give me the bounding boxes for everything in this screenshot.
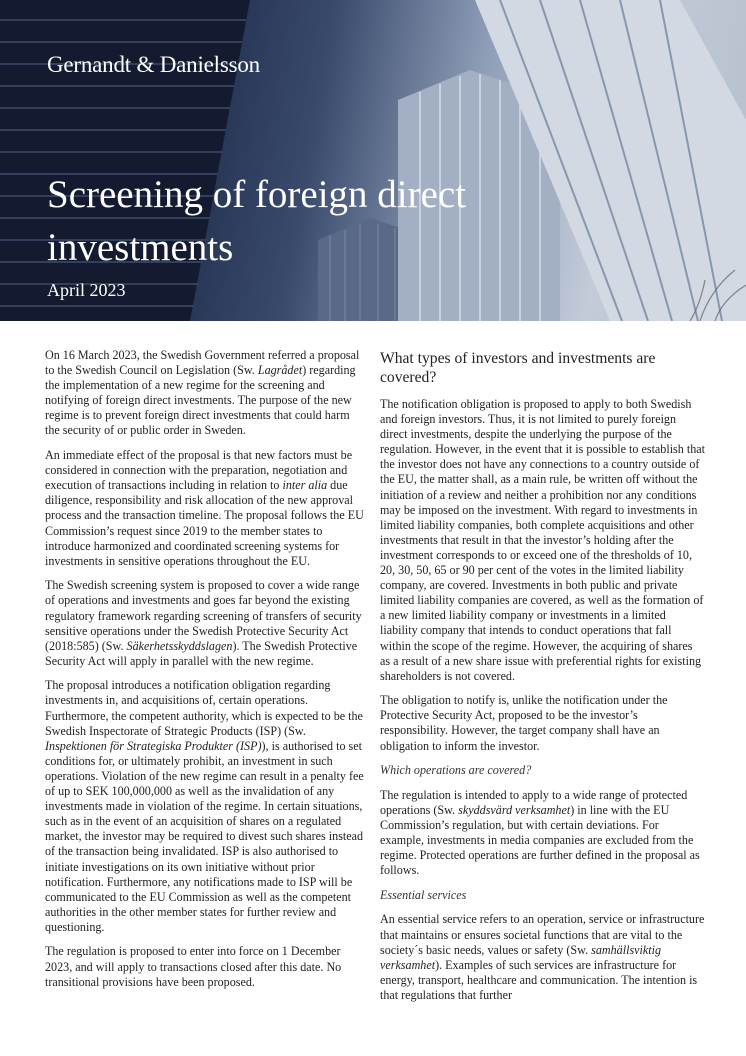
paragraph: The obligation to notify is, unlike the notification under the Protective Security Act, proposed to be the investor’s responsibility. However, the target company shall have an obligation to inform the investor. (380, 693, 668, 753)
subheading: Essential services (380, 887, 467, 902)
document-date: April 2023 (47, 280, 126, 300)
right-column (380, 350, 705, 1012)
paragraph: The regulation is intended to apply to a wide range of protected operations (Sw. skyddsvärd verksamhet) in line with the EU Commission’s regulation, but with certain deviations. For example, investments in media companies are excluded from the regime. Protected operations are further defined in the proposal as follows. (380, 787, 700, 878)
paragraph: An essential service refers to an operation, service or infrastructure that maintains or ensures societal functions that are vital to the society´s basic needs, values or safety (Sw. samhällsviktig verksamhet). Examples of such services are infrastructure for energy, transport, healthcare and communication. The intention is that regulations that further (380, 912, 705, 1002)
document-title: Screening of foreign direct investments (47, 173, 467, 269)
subheading: Which operations are covered? (380, 763, 532, 778)
paragraph: The proposal introduces a notification obligation regarding investments in, and acquisitions of, certain operations. Furthermore, the competent authority, which is expected to be the Swedish Inspectorate of Strategic Products (ISP) (Sw. Inspektionen för Strategiska Produkter (ISP)), is authorised to set conditions for, or ultimately prohibit, an investment in such operations. Violation of the new regime can result in a penalty fee of up to SEK 100,000,000 as well as the invalidation of any investments made in violation of the regime. In certain situations, such as in the event of an acquisition of shares on a regulated market, the investor may be required to divest such shares instead of the transaction being invalidated. ISP is also authorised to initiate investigations on its own initiative without prior notification. Furthermore, any notifications made to ISP will be communicated to the EU Commission as well as the competent authorities in the other member states for further review and questioning. (45, 678, 364, 934)
paragraph: On 16 March 2023, the Swedish Government referred a proposal to the Swedish Council on Legislation (Sw. Lagrådet) regarding the implementation of a new regime for the screening and notifying of foreign direct investments. The purpose of the new regime is to prevent foreign direct investments that could harm the security of or public order in Sweden. (45, 348, 360, 438)
paragraph: The notification obligation is proposed to apply to both Swedish and foreign investors. Thus, it is not limited to purely foreign direct investments, despite the underlying the purpose of the regulation. However, in the event that it is possible to establish that the investor does not have any connections to a country outside of the EU, the matter shall, as a main rule, be written off without the initiation of a review and neither a prohibition nor any conditions may be imposed on the investment. With regard to investments in limited liability companies, both complete acquisitions and other investments that result in that the investor’s holding after the investment corresponds to or exceed one of the thresholds of 10, 20, 30, 50, 65 or 90 per cent of the votes in the limited liability company, are covered. Investments in both public and private limited liability companies are covered, as well as the formation of a new limited liability company or investments in a limited liability company that intends to conduct operations that fall within the scope of the regime. However, the acquiring of shares as a result of a new share issue with preferential rights for existing shareholders is not covered. (380, 397, 705, 683)
brand-logo: Gernandt & Danielsson (47, 52, 260, 77)
left-column (45, 348, 365, 999)
cover-image (0, 0, 746, 321)
paragraph: The Swedish screening system is proposed to cover a wide range of operations and investments and goes far beyond the existing regulatory framework regarding screening of transfers of security sensitive operations under the Swedish Protective Security Act (2018:585) (Sw. Säkerhetsskyddslagen). The Swedish Protective Security Act will apply in parallel with the new regime. (45, 578, 362, 668)
section-heading: What types of investors and investments are covered? (380, 350, 656, 386)
paragraph: An immediate effect of the proposal is that new factors must be considered in connection with the preparation, negotiation and execution of transactions including in relation to inter alia due diligence, responsibility and risk allocation of the new approval process and the transaction timeline. The proposal follows the EU Commission’s request since 2019 to the member states to introduce harmonized and coordinated screening systems for investments in sensitive operations throughout the EU. (45, 448, 364, 568)
paragraph: The regulation is proposed to enter into force on 1 December 2023, and will apply to transactions closed after this date. No transitional provisions have been proposed. (45, 944, 342, 989)
